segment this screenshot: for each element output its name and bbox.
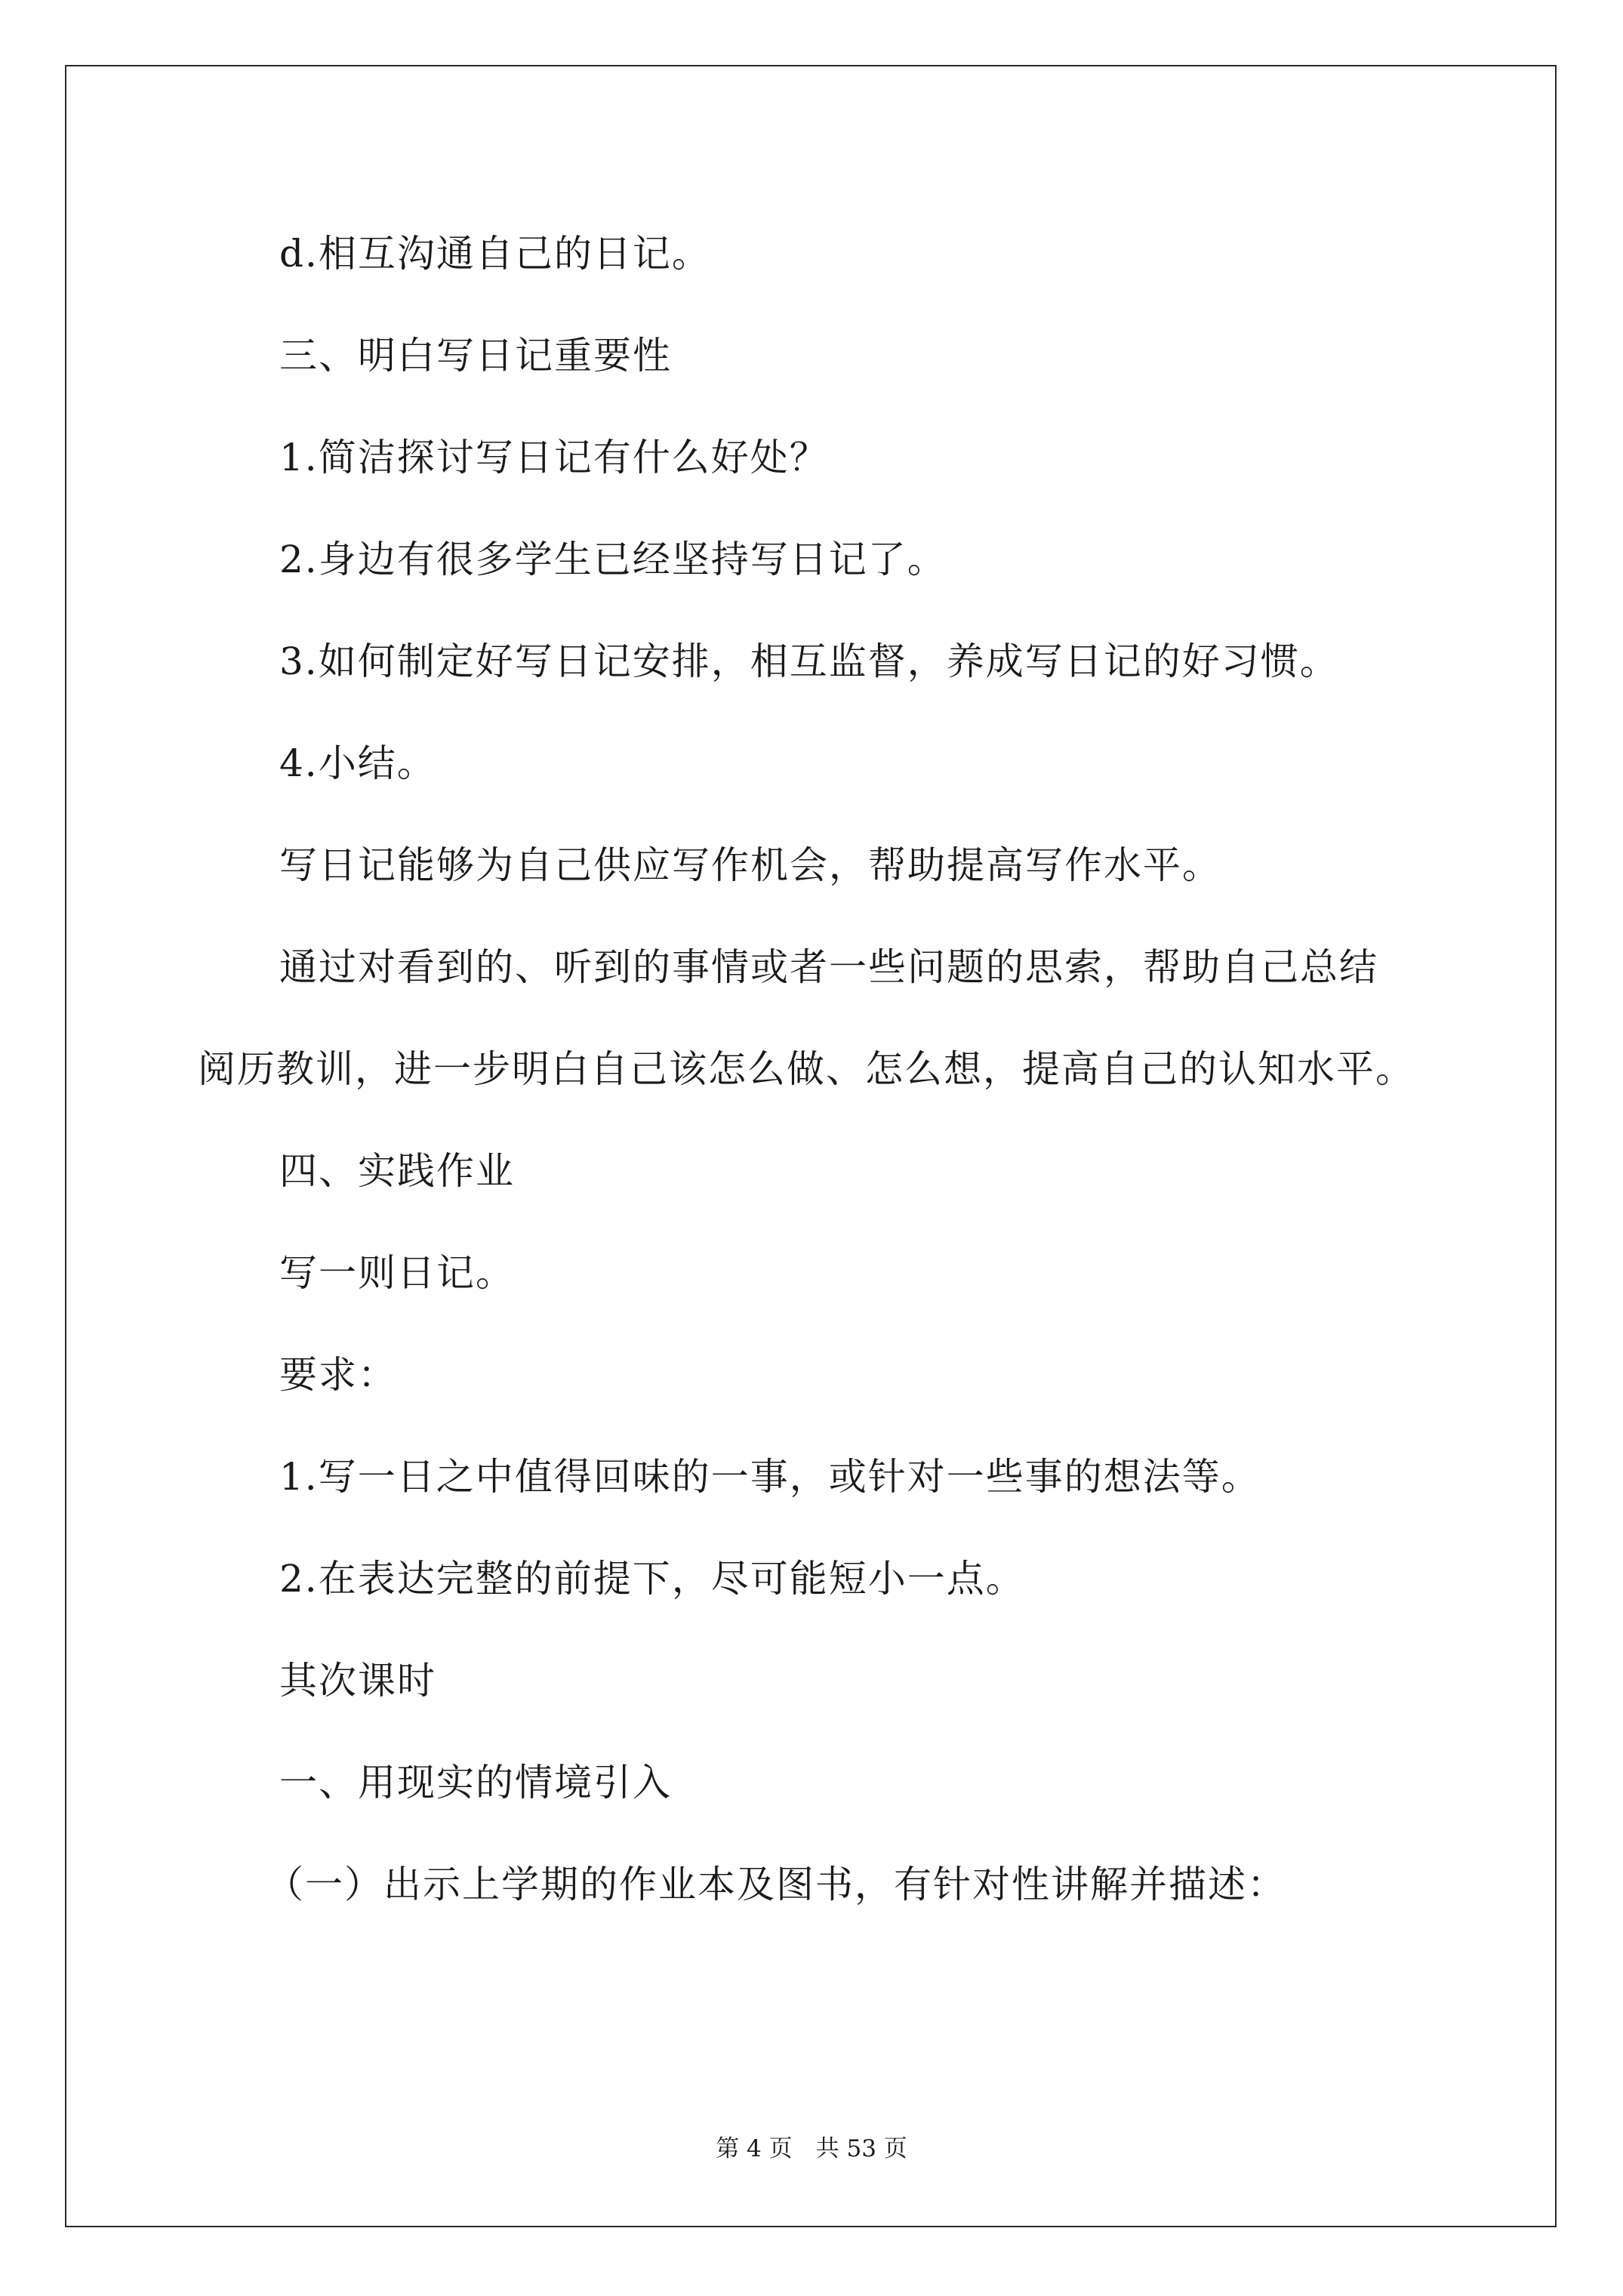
section-heading: 三、明白写日记重要性 (279, 334, 672, 378)
paragraph-line: 写日记能够为自己供应写作机会，帮助提高写作水平。 (279, 843, 1221, 887)
paragraph-line: 2.身边有很多学生已经坚持写日记了。 (279, 538, 947, 581)
paragraph-line: 1.写一日之中值得回味的一事，或针对一些事的想法等。 (279, 1455, 1261, 1499)
section-heading: 其次课时 (279, 1659, 436, 1703)
paragraph-line: 2.在表达完整的前提下，尽可能短小一点。 (279, 1557, 1025, 1601)
paragraph-line: d.相互沟通自己的日记。 (279, 232, 711, 276)
section-heading: 一、用现实的情境引入 (279, 1761, 672, 1804)
paragraph-line: 阅历教训，进一步明白自己该怎么做、怎么想，提高自己的认知水平。 (198, 1047, 1415, 1091)
paragraph-line: 通过对看到的、听到的事情或者一些问题的思索，帮助自己总结 (279, 945, 1378, 989)
paragraph-line: 要求： (279, 1353, 397, 1397)
section-heading: 四、实践作业 (279, 1149, 515, 1193)
paragraph-line: 写一则日记。 (279, 1251, 515, 1295)
paragraph-line: 1.简洁探讨写日记有什么好处？ (279, 436, 829, 479)
paragraph-line: 4.小结。 (279, 741, 436, 785)
paragraph-line: 3.如何制定好写日记安排，相互监督，养成写日记的好习惯。 (279, 639, 1339, 683)
page-number: 第 4 页 共 53 页 (716, 2135, 907, 2162)
paragraph-line: （一）出示上学期的作业本及图书，有针对性讲解并描述： (266, 1863, 1286, 1906)
